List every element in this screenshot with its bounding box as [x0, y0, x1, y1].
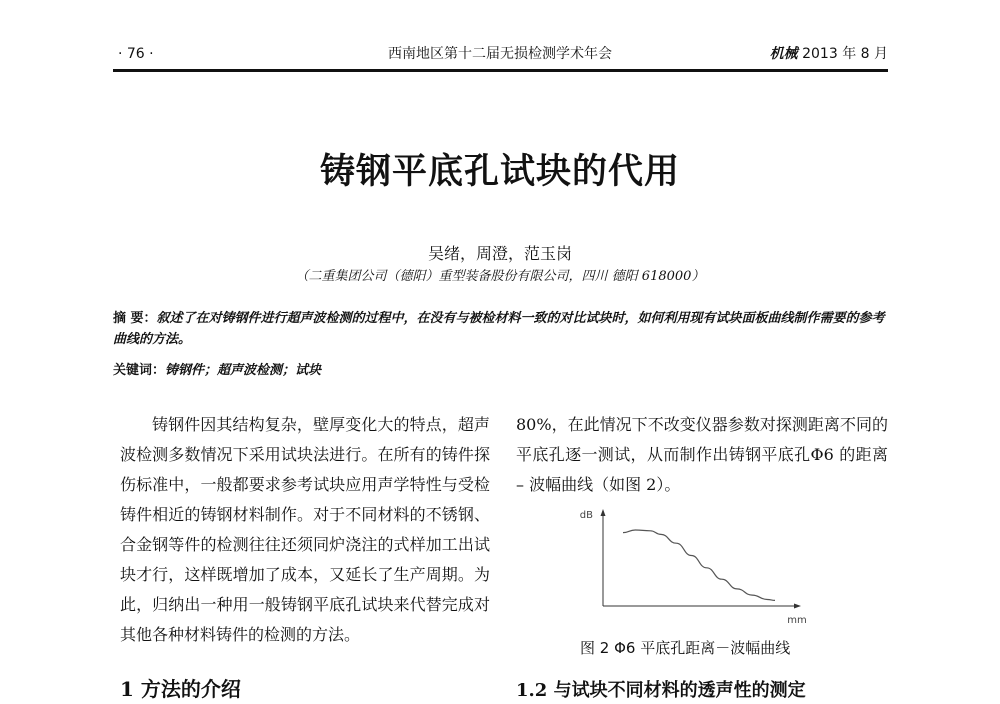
y-axis-label: dB — [579, 510, 593, 521]
journal-info — [760, 45, 888, 63]
page-number: · 76 · — [118, 46, 154, 62]
x-axis-label: mm — [787, 615, 807, 626]
series-line — [623, 530, 775, 600]
abstract — [113, 308, 888, 350]
abstract-label: 摘 要： — [113, 311, 157, 326]
abstract-text: 叙述了在对铸钢件进行超声波检测的过程中，在没有与被检材料一致的对比试块时，如何利用现有试块面板曲线制作需要的参考曲线的方法。 — [113, 311, 885, 347]
author-list: 吴绪，周澄，范玉岗 — [427, 244, 572, 263]
issue-date: 2013 年 8 月 — [802, 46, 888, 62]
section-heading-1: 1 方法的介绍 — [120, 677, 241, 701]
keywords-text: 铸钢件；超声波检测；试块 — [165, 363, 322, 378]
figure-caption: 图 2 Φ6 平底孔距离－波幅曲线 — [580, 639, 791, 657]
paper-title: 铸钢平底孔试块的代用 — [319, 151, 680, 192]
x-axis-arrow-icon — [794, 604, 801, 609]
distance-amplitude-chart — [575, 505, 825, 635]
intro-paragraph: 铸钢件因其结构复杂，壁厚变化大的特点，超声波检测多数情况下采用试块法进行。在所有的铸件探伤标准中，一般都要求参考试块应用声学特性与受检铸件相近的铸钢材料制作。对于不同材料的不锈钢、合金钢等件的检测往往还须同炉浇注的式样加工出试块才行，这样既增加了成本，又延长了生产周期。为此，归纳出一种用一般铸钢平底孔试块来代替完成对其他各种材料铸件的检测的方法。 — [120, 415, 490, 644]
keywords — [113, 360, 888, 381]
conference-name: 西南地区第十二届无损检测学术年会 — [388, 46, 612, 62]
journal-name: 机械 — [769, 46, 798, 62]
continued-paragraph: 80%，在此情况下不改变仪器参数对探测距离不同的平底孔逐一测试，从而制作出铸钢平底孔Φ6 的距离 – 波幅曲线（如图 2）。 — [516, 415, 888, 494]
body-left-column — [120, 410, 490, 702]
header-rule — [113, 69, 888, 72]
y-axis-arrow-icon — [601, 509, 606, 516]
keywords-label: 关键词： — [113, 363, 166, 378]
section-heading-1-2: 1.2 与试块不同材料的透声性的测定 — [516, 680, 806, 701]
affiliation: （二重集团公司（德阳）重型装备股份有限公司，四川 德阳 618000） — [295, 269, 705, 284]
body-right-column — [516, 410, 888, 500]
